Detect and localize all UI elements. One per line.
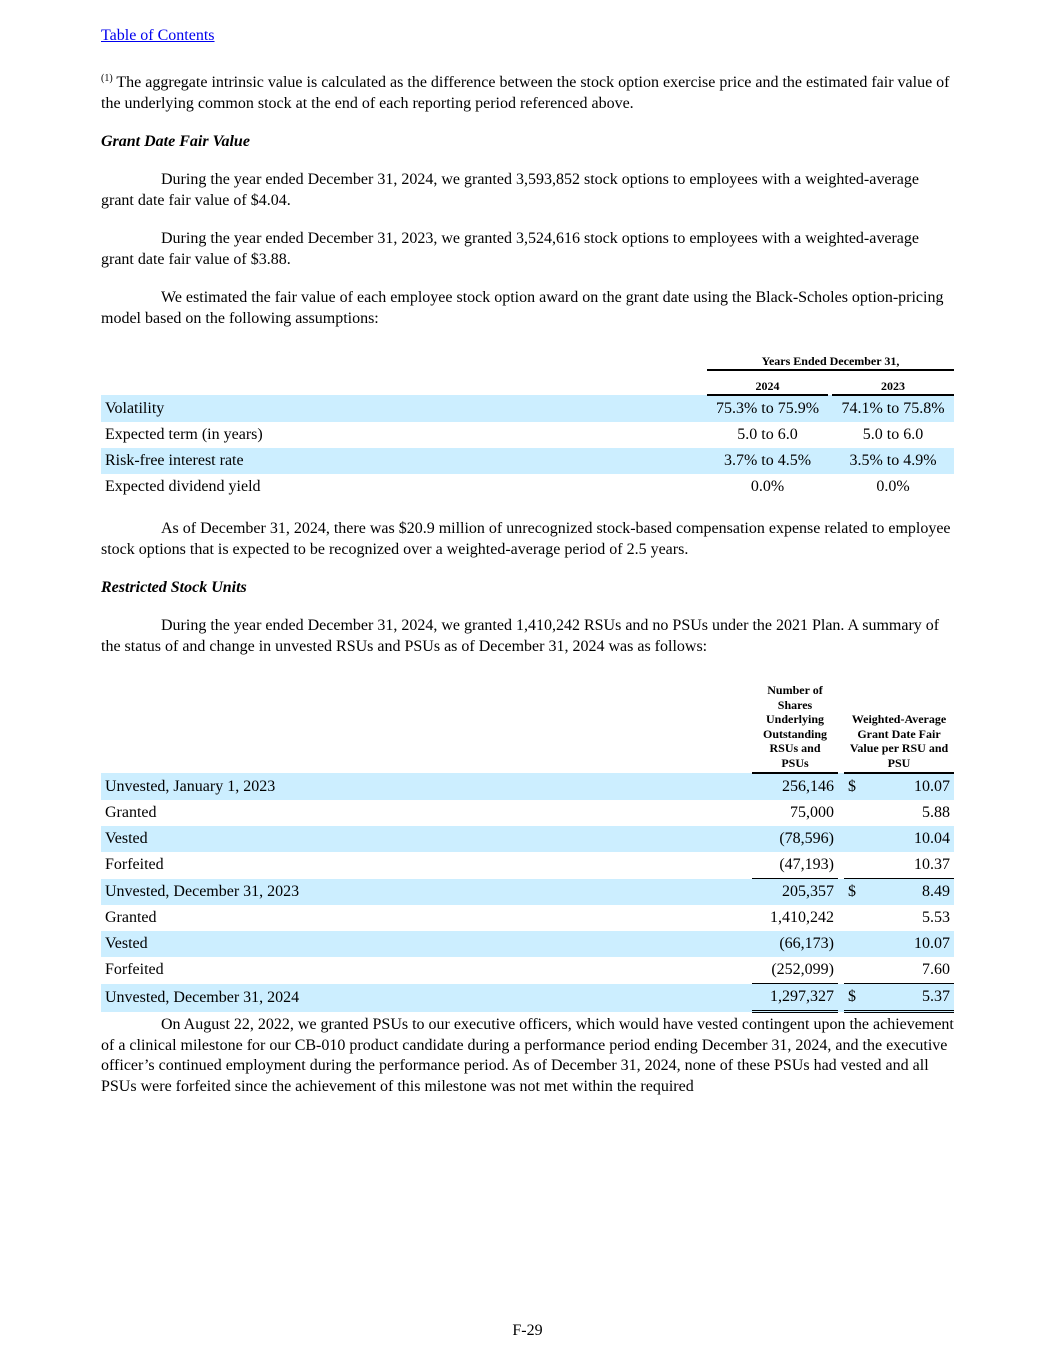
- row-label: Forfeited: [105, 961, 164, 979]
- row-label: Granted: [105, 909, 157, 926]
- table-row: [101, 474, 954, 500]
- value-2024: 75.3% to 75.9%: [715, 400, 820, 417]
- currency-symbol: [844, 852, 862, 879]
- row-label: Expected term (in years): [105, 426, 263, 443]
- currency-symbol: [844, 800, 862, 826]
- row-label: Expected dividend yield: [105, 478, 261, 495]
- column-header-2023: 2023: [832, 370, 954, 395]
- paragraph-2024-grants: During the year ended December 31, 2024, we granted 3,593,852 stock options to employees with a weighted-average grant date fair value of $4.04.: [101, 171, 919, 209]
- table-header-row: [101, 370, 954, 395]
- page-number: F-29: [512, 1322, 543, 1339]
- table-of-contents-link[interactable]: Table of Contents: [101, 27, 215, 44]
- shares-value: 1,297,327: [752, 984, 838, 1012]
- currency-symbol: [844, 931, 862, 957]
- table-row: [101, 395, 954, 422]
- value-2024: 3.7% to 4.5%: [723, 452, 812, 469]
- paragraph-black-scholes: We estimated the fair value of each employee stock option award on the grant date using the Black-Scholes option-pricing model based on the following assumptions:: [101, 289, 944, 327]
- section-heading-grant-date-fair-value: Grant Date Fair Value: [101, 133, 250, 150]
- table-row-total: [101, 984, 954, 1012]
- shares-value: (78,596): [779, 830, 834, 847]
- black-scholes-assumptions-table: [101, 352, 954, 500]
- currency-symbol: $: [848, 778, 856, 795]
- unvested-rsu-psu-table: [101, 683, 954, 1013]
- shares-value: 205,357: [752, 879, 838, 906]
- row-label: Vested: [105, 935, 148, 952]
- row-label: Forfeited: [105, 856, 164, 874]
- fair-value: 5.88: [922, 804, 950, 821]
- fair-value: 8.49: [862, 879, 954, 906]
- value-2023: 3.5% to 4.9%: [849, 452, 937, 469]
- fair-value: 10.07: [914, 935, 950, 952]
- fair-value: 10.04: [914, 830, 950, 847]
- row-label: Unvested, December 31, 2023: [105, 882, 300, 900]
- fair-value: 10.07: [914, 778, 950, 795]
- column-header-shares: Number of Shares Underlying Outstanding RSUs and PSUs: [752, 683, 838, 773]
- table-row: [101, 931, 954, 957]
- table-row: [101, 826, 954, 852]
- shares-value: 1,410,242: [770, 909, 834, 926]
- shares-value: (66,173): [779, 935, 834, 952]
- footnote-text: The aggregate intrinsic value is calculated as the difference between the stock option exercise price and the estimated fair value of the underlying common stock at the end of each reporting period referenced above.: [101, 74, 950, 112]
- currency-symbol: [844, 905, 862, 931]
- paragraph-psu-grants: On August 22, 2022, we granted PSUs to our executive officers, which would have vested contingent upon the achievement of a clinical milestone for our CB-010 product candidate during a performance period ending December 31, 2024, and the executive officer’s continued employment during the performance period. As of December 31, 2024, none of these PSUs had vested and all PSUs were forfeited since the achievement of this milestone was not met within the required: [101, 1016, 954, 1095]
- table-header-row: [101, 683, 954, 773]
- paragraph-unrecognized-expense: As of December 31, 2024, there was $20.9 million of unrecognized stock-based compensation expense related to employee stock options that is expected to be recognized over a weighted-average period of 2.5 years.: [101, 520, 951, 558]
- paragraph-rsu-summary: During the year ended December 31, 2024, we granted 1,410,242 RSUs and no PSUs under the 2021 Plan. A summary of the status of and change in unvested RSUs and PSUs as of December 31, 2024 was as follows:: [101, 617, 940, 655]
- table-row: [101, 852, 954, 879]
- currency-symbol: $: [844, 879, 862, 906]
- table-row: [101, 800, 954, 826]
- shares-value: (47,193): [779, 856, 834, 873]
- shares-value: (252,099): [771, 961, 834, 978]
- table-row: [101, 773, 954, 800]
- fair-value: 5.37: [862, 984, 954, 1012]
- fair-value: 10.37: [914, 856, 950, 873]
- shares-value: 256,146: [782, 778, 834, 795]
- paragraph-2023-grants: During the year ended December 31, 2023, we granted 3,524,616 stock options to employees with a weighted-average grant date fair value of $3.88.: [101, 230, 919, 268]
- currency-symbol: [844, 826, 862, 852]
- fair-value: 5.53: [922, 909, 950, 926]
- row-label: Unvested, December 31, 2024: [105, 988, 300, 1006]
- footnote: [101, 73, 954, 114]
- column-header-fair-value: Weighted-Average Grant Date Fair Value per RSU and PSU: [844, 683, 954, 773]
- shares-value: 75,000: [790, 804, 834, 821]
- row-label: Volatility: [105, 399, 165, 417]
- table-row: [101, 422, 954, 448]
- value-2024: 0.0%: [750, 478, 785, 495]
- column-header-2024: 2024: [707, 370, 828, 395]
- currency-symbol: [844, 957, 862, 984]
- footnote-marker: (1): [101, 73, 113, 84]
- fair-value: 7.60: [922, 961, 950, 978]
- value-2023: 74.1% to 75.8%: [841, 400, 945, 417]
- years-ended-header: Years Ended December 31,: [707, 352, 954, 370]
- row-label: Unvested, January 1, 2023: [105, 777, 276, 795]
- section-heading-restricted-stock-units: Restricted Stock Units: [101, 579, 247, 596]
- value-2024: 5.0 to 6.0: [737, 426, 798, 443]
- table-header-row: [101, 352, 954, 370]
- currency-symbol: $: [844, 984, 862, 1012]
- table-row-subtotal: [101, 879, 954, 906]
- row-label: Granted: [105, 804, 157, 821]
- table-row: [101, 905, 954, 931]
- row-label: Risk-free interest rate: [105, 452, 244, 469]
- row-label: Vested: [105, 830, 148, 847]
- table-row: [101, 957, 954, 984]
- value-2023: 5.0 to 6.0: [862, 426, 924, 443]
- value-2023: 0.0%: [876, 478, 910, 495]
- table-row: [101, 448, 954, 474]
